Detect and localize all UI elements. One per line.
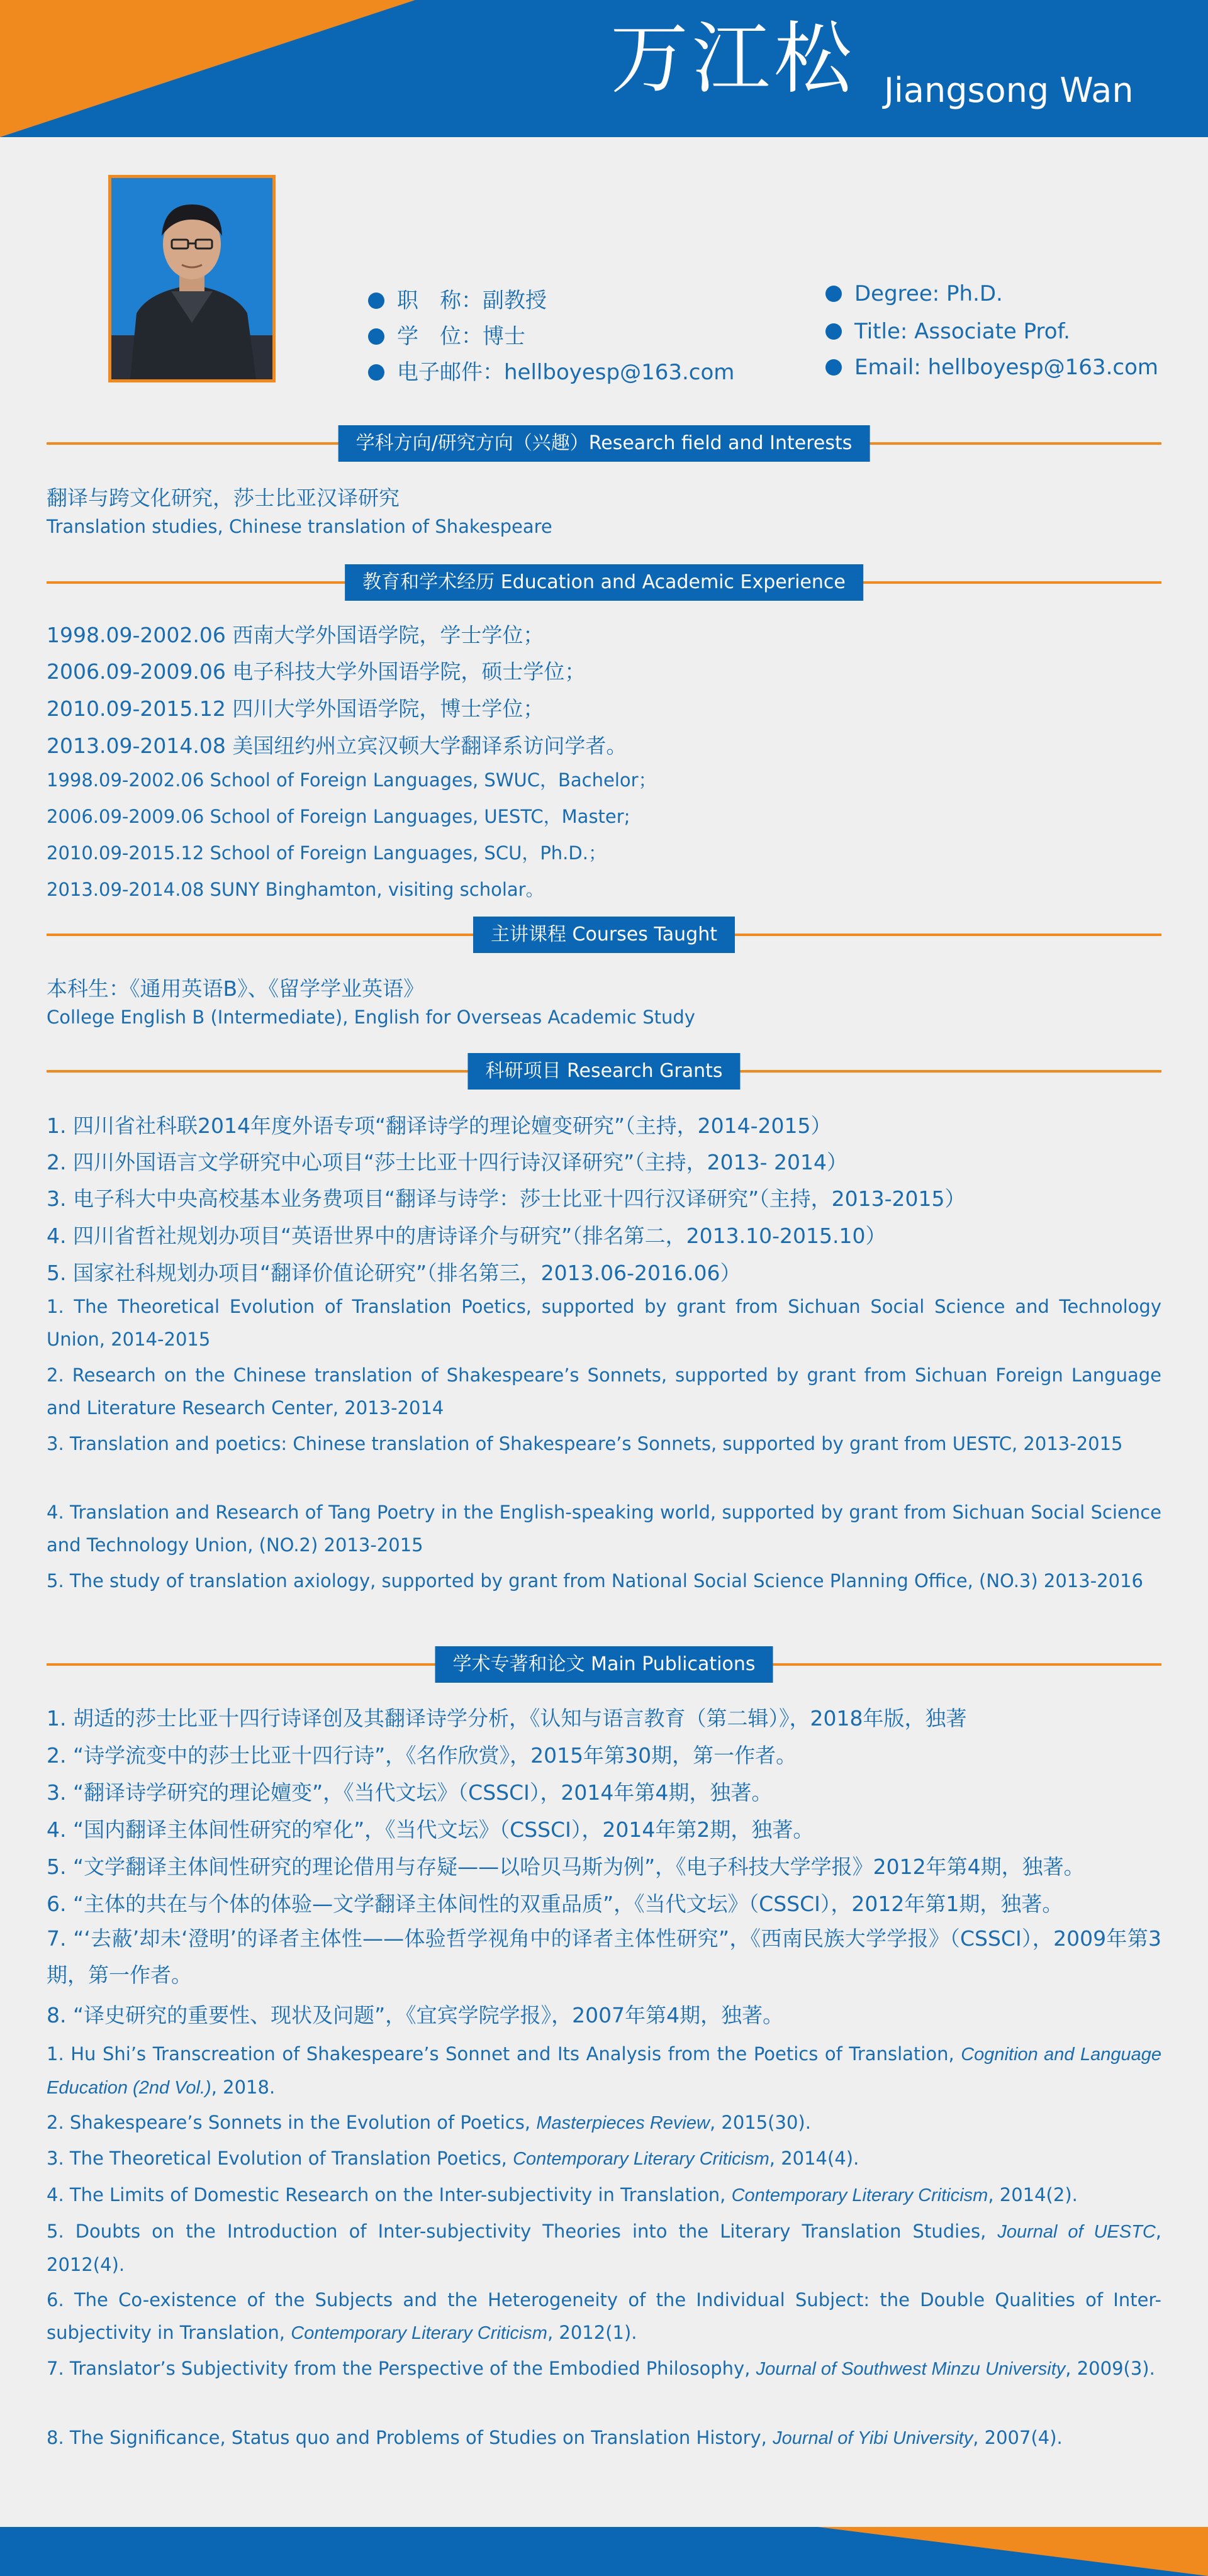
courses-en: College English B (Intermediate), English for Overseas Academic Study: [47, 1006, 695, 1028]
grant-item-en: 4. Translation and Research of Tang Poetry in the English-speaking world, supported by grant from Sichuan Social Science and Technology Union, (NO.2) 2013-2015: [47, 1502, 1161, 1556]
journal-title: Contemporary Literary Criticism: [291, 2323, 547, 2343]
publication-item-cn: 7. “‘去蔽’却未‘澄明’的译者主体性——体验哲学视角中的译者主体性研究”，《西南民族大学学报》（CSSCI），2009年第3期，第一作者。: [47, 1926, 1161, 1987]
publication-item-en: 4. The Limits of Domestic Research on the Inter-subjectivity in Translation, Contemporary Literary Criticism, 2014(2).: [47, 2184, 1078, 2205]
name-chinese: 万江松: [610, 14, 856, 104]
section-title-education: 教育和学术经历 Education and Academic Experience: [345, 564, 863, 601]
journal-title: Masterpieces Review: [536, 2113, 710, 2133]
info-title-en: Title: Associate Prof.: [825, 319, 1070, 344]
section-title-courses: 主讲课程 Courses Taught: [473, 917, 735, 953]
publication-item-cn: 3. “翻译诗学研究的理论嬗变”，《当代文坛》（CSSCI），2014年第4期，独著。: [47, 1780, 773, 1805]
education-item-en: 2006.09-2009.06 School of Foreign Languages, UESTC，Master;: [47, 806, 630, 827]
publication-item-en: 8. The Significance, Status quo and Problems of Studies on Translation History, Journal of Yibi University, 2007(4).: [47, 2427, 1063, 2448]
publication-item-en: 3. The Theoretical Evolution of Translation Poetics, Contemporary Literary Criticism, 2014(4).: [47, 2148, 859, 2169]
footer-banner: [0, 2527, 1208, 2576]
publication-item-cn: 5. “文学翻译主体间性研究的理论借用与存疑——以哈贝马斯为例”，《电子科技大学学报》2012年第4期，独著。: [47, 1854, 1085, 1879]
grant-item-cn: 1. 四川省社科联2014年度外语专项“翻译诗学的理论嬗变研究”（主持，2014-2015）: [47, 1113, 832, 1138]
journal-title: Journal of Southwest Minzu University: [756, 2359, 1066, 2379]
footer-orange-triangle: [818, 2527, 1208, 2576]
bullet-icon: [825, 286, 842, 302]
education-item-en: 1998.09-2002.06 School of Foreign Languages, SWUC，Bachelor；: [47, 769, 657, 791]
info-degree-en: Degree: Ph.D.: [825, 281, 1003, 306]
publication-item-en: 6. The Co-existence of the Subjects and the Heterogeneity of the Individual Subject: the Double Qualities of Inter-subjectivity in Translation, Contemporary Literary Criticism, 2012(1).: [47, 2289, 1161, 2343]
research-field-cn: 翻译与跨文化研究，莎士比亚汉译研究: [47, 486, 400, 510]
publication-item-cn: 1. 胡适的莎士比亚十四行诗译创及其翻译诗学分析，《认知与语言教育（第二辑）》，2018年版，独著: [47, 1706, 967, 1731]
grant-item-cn: 3. 电子科大中央高校基本业务费项目“翻译与诗学：莎士比亚十四行汉译研究”（主持，2013-2015）: [47, 1186, 966, 1211]
bullet-icon: [368, 293, 384, 309]
info-email-cn: 电子邮件：hellboyesp@163.com: [368, 355, 734, 386]
journal-title: Journal of UESTC: [997, 2222, 1156, 2242]
courses-cn: 本科生：《通用英语B》、《留学学业英语》: [47, 976, 425, 1001]
publication-item-cn: 4. “国内翻译主体间性研究的窄化”，《当代文坛》（CSSCI），2014年第2期，独著。: [47, 1817, 814, 1842]
header-orange-triangle: [0, 0, 415, 137]
research-field-en: Translation studies, Chinese translation of Shakespeare: [47, 516, 552, 537]
education-item-cn: 1998.09-2002.06 西南大学外国语学院，学士学位；: [47, 623, 544, 647]
portrait-image: [111, 178, 272, 379]
section-title-research: 学科方向/研究方向（兴趣）Research field and Interests: [338, 425, 870, 462]
section-title-publications: 学术专著和论文 Main Publications: [435, 1646, 773, 1683]
publication-item-en: 5. Doubts on the Introduction of Inter-subjectivity Theories into the Literary Translation Studies, Journal of UESTC, 2012(4).: [47, 2221, 1161, 2275]
journal-title: Journal of Yibi University: [773, 2428, 973, 2448]
section-title-grants: 科研项目 Research Grants: [467, 1053, 740, 1090]
publication-item-en: 7. Translator’s Subjectivity from the Perspective of the Embodied Philosophy, Journal of Southwest Minzu University, 2009(3).: [47, 2358, 1155, 2379]
education-item-cn: 2010.09-2015.12 四川大学外国语学院，博士学位；: [47, 696, 544, 721]
info-degree-cn: 学 位：博士: [368, 319, 525, 350]
journal-title: Contemporary Literary Criticism: [513, 2149, 769, 2169]
grant-item-en: 2. Research on the Chinese translation of Shakespeare’s Sonnets, supported by grant from Sichuan Foreign Language and Literature Research Center, 2013-2014: [47, 1364, 1161, 1419]
education-item-cn: 2013.09-2014.08 美国纽约州立宾汉顿大学翻译系访问学者。: [47, 733, 627, 758]
publication-item-cn: 8. “译史研究的重要性、现状及问题”，《宜宾学院学报》，2007年第4期，独著。: [47, 2003, 784, 2027]
info-email-en: Email: hellboyesp@163.com: [825, 355, 1158, 380]
grant-item-en: 5. The study of translation axiology, supported by grant from National Social Science Planning Office, (NO.3) 2013-2016: [47, 1570, 1143, 1592]
info-title-cn: 职 称：副教授: [368, 283, 547, 314]
education-item-cn: 2006.09-2009.06 电子科技大学外国语学院，硕士学位；: [47, 659, 586, 684]
bullet-icon: [368, 364, 384, 381]
profile-photo: [108, 175, 276, 382]
education-item-en: 2013.09-2014.08 SUNY Binghamton, visiting scholar。: [47, 879, 544, 900]
publication-item-en: 1. Hu Shi’s Transcreation of Shakespeare’s Sonnet and Its Analysis from the Poetics of Translation, Cognition and Language Education (2nd Vol.), 2018.: [47, 2043, 1161, 2098]
grant-item-cn: 2. 四川外国语言文学研究中心项目“莎士比亚十四行诗汉译研究”（主持，2013- 2014）: [47, 1150, 848, 1174]
name-english: Jiangsong Wan: [884, 70, 1134, 110]
publication-item-en: 2. Shakespeare’s Sonnets in the Evolution of Poetics, Masterpieces Review, 2015(30).: [47, 2112, 811, 2133]
journal-title: Cognition and Language Education (2nd Vol.): [47, 2044, 1161, 2098]
publication-item-cn: 2. “诗学流变中的莎士比亚十四行诗”，《名作欣赏》，2015年第30期，第一作者。: [47, 1743, 797, 1768]
journal-title: Contemporary Literary Criticism: [731, 2185, 988, 2205]
publication-item-cn: 6. “主体的共在与个体的体验—文学翻译主体间性的双重品质”，《当代文坛》（CSSCI），2012年第1期，独著。: [47, 1892, 1063, 1916]
bullet-icon: [825, 359, 842, 376]
grant-item-cn: 4. 四川省哲社规划办项目“英语世界中的唐诗译介与研究”（排名第二，2013.10-2015.10）: [47, 1224, 886, 1248]
bullet-icon: [825, 323, 842, 340]
education-item-en: 2010.09-2015.12 School of Foreign Languages, SCU，Ph.D.；: [47, 842, 607, 864]
header-banner: [0, 0, 1208, 137]
grant-item-en: 3. Translation and poetics: Chinese translation of Shakespeare’s Sonnets, supported by grant from UESTC, 2013-2015: [47, 1433, 1123, 1454]
bullet-icon: [368, 328, 384, 345]
grant-item-en: 1. The Theoretical Evolution of Translation Poetics, supported by grant from Sichuan Social Science and Technology Union, 2014-2015: [47, 1296, 1161, 1350]
grant-item-cn: 5. 国家社科规划办项目“翻译价值论研究”（排名第三，2013.06-2016.06）: [47, 1261, 741, 1285]
